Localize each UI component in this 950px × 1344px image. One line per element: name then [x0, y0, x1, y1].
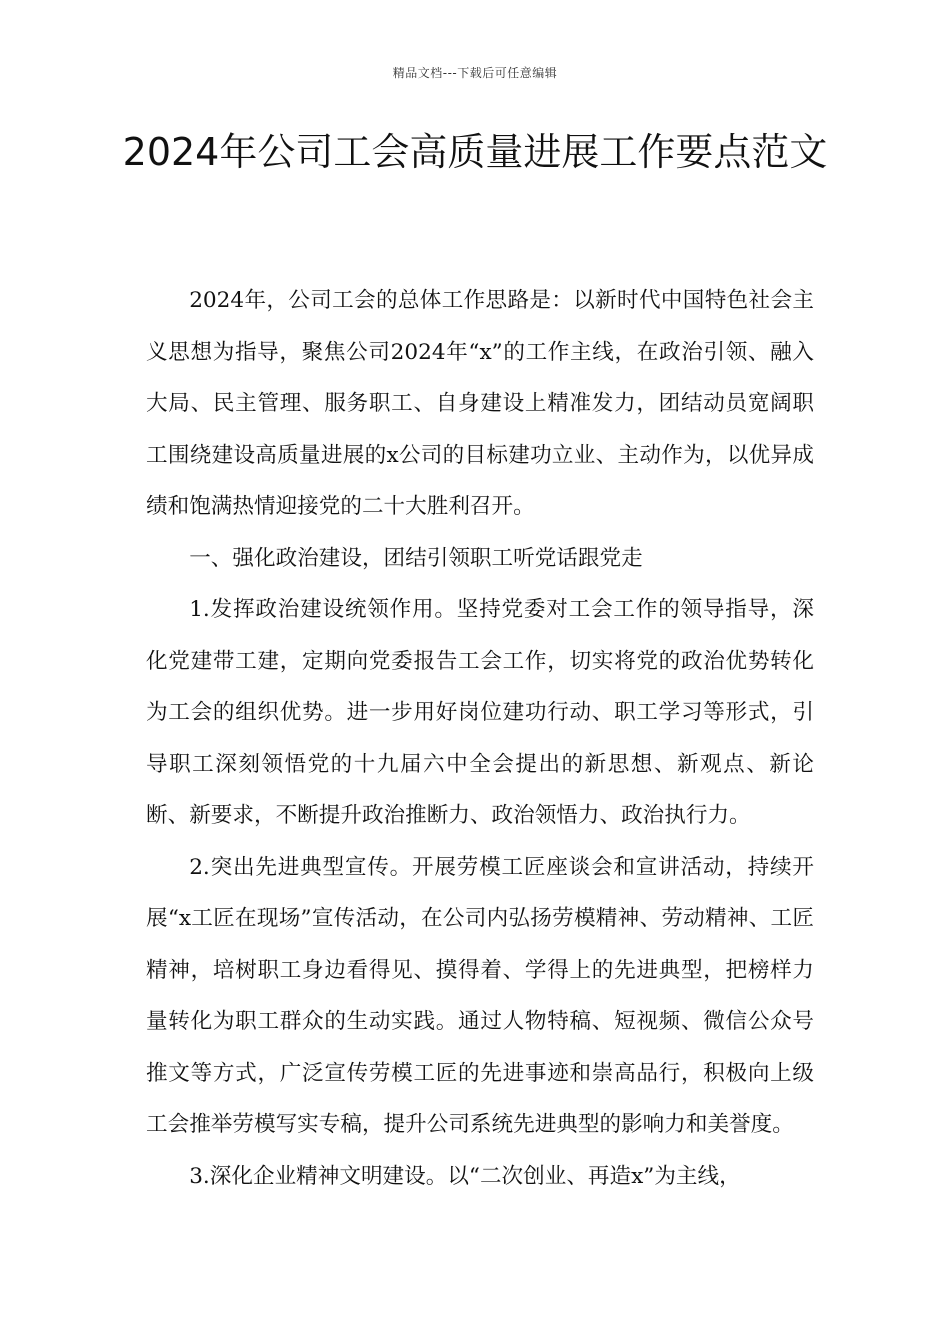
- header-note: 精品文档---下载后可任意编辑: [392, 66, 558, 80]
- section-heading: 一、强化政治建设，团结引领职工听党话跟党走: [189, 545, 643, 571]
- document-title: 2024年公司工会高质量进展工作要点范文: [122, 130, 828, 174]
- item-paragraph: 1.发挥政治建设统领作用。坚持党委对工会工作的领导指导，深化党建带工建，定期向党委报告工会工作，切实将党的政治优势转化为工会的组织优势。进一步用好岗位建功行动、职工学习等形式，引导职工深刻领悟党的十九届六中全会提出的新思想、新观点、新论断、新要求，不断提升政治推断力、政治领悟力、政治执行力。: [146, 597, 814, 828]
- intro-paragraph: 2024年，公司工会的总体工作思路是：以新时代中国特色社会主义思想为指导，聚焦公司2024年“x”的工作主线，在政治引领、融入大局、民主管理、服务职工、自身建设上精准发力，团结动员宽阔职工围绕建设高质量进展的x公司的目标建功立业、主动作为，以优异成绩和饱满热情迎接党的二十大胜利召开。: [146, 288, 814, 519]
- document-body: [146, 275, 814, 1202]
- item-paragraph: 3.深化企业精神文明建设。以“二次创业、再造x”为主线，: [189, 1163, 741, 1189]
- item-paragraph: 2.突出先进典型宣传。开展劳模工匠座谈会和宣讲活动，持续开展“x工匠在现场”宣传活动，在公司内弘扬劳模精神、劳动精神、工匠精神，培树职工身边看得见、摸得着、学得上的先进典型，把榜样力量转化为职工群众的生动实践。通过人物特稿、短视频、微信公众号推文等方式，广泛宣传劳模工匠的先进事迹和崇高品行，积极向上级工会推举劳模写实专稿，提升公司系统先进典型的影响力和美誉度。: [146, 854, 814, 1137]
